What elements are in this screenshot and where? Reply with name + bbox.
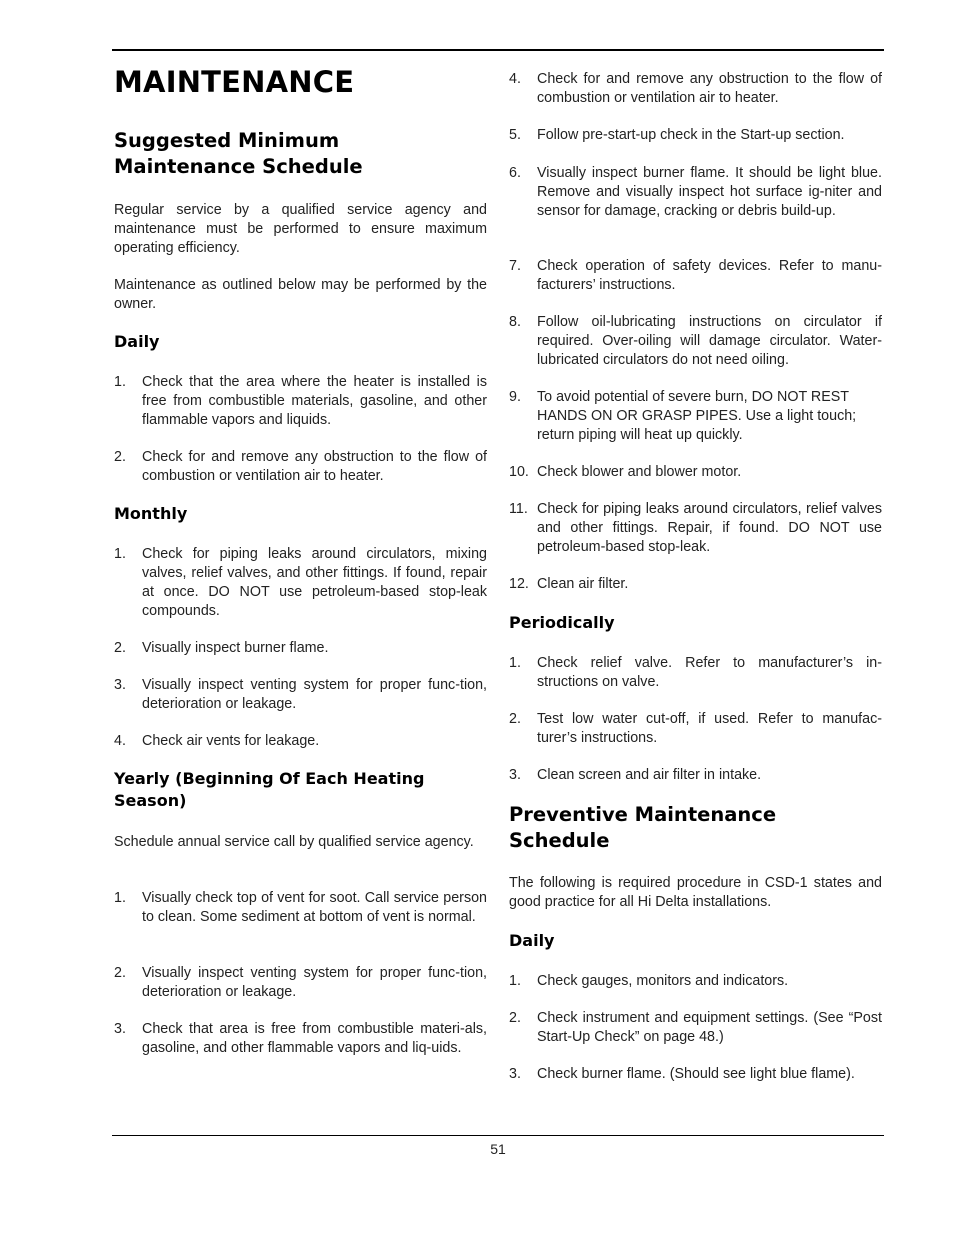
list-item <box>114 1020 487 1058</box>
list-item <box>114 545 487 621</box>
list-item <box>509 313 882 370</box>
item-number: 2. <box>114 965 126 981</box>
item-text: To avoid potential of severe burn, DO NOT REST HANDS ON OR GRASP PIPES. Use a light touch; return piping will heat up quickly. <box>537 389 857 443</box>
item-number: 1. <box>114 546 126 562</box>
intro-paragraph-1: Regular service by a qualified service agency and maintenance must be performed to ensure maximum operating efficiency. <box>114 202 487 256</box>
list-item <box>509 126 882 145</box>
item-text: Check that the area where the heater is installed is free from combustible materials, gasoline, and other flammable vapors and liquids. <box>142 374 487 428</box>
list-item <box>509 500 882 557</box>
bottom-rule <box>112 1135 884 1136</box>
item-number: 9. <box>509 389 521 405</box>
list-item <box>509 388 882 445</box>
periodically-heading: Periodically <box>509 613 615 632</box>
list-item <box>509 463 882 482</box>
item-number: 4. <box>509 71 521 87</box>
item-number: 3. <box>114 677 126 693</box>
item-number: 1. <box>114 890 126 906</box>
list-item <box>509 972 882 991</box>
list-item <box>509 766 882 785</box>
item-number: 4. <box>114 733 126 749</box>
schedule-heading: Suggested Minimum Maintenance Schedule <box>114 129 363 178</box>
preventive-intro: The following is required procedure in CSD-1 states and good practice for all Hi Delta installations. <box>509 875 882 910</box>
item-number: 3. <box>509 767 521 783</box>
item-number: 2. <box>509 1010 521 1026</box>
item-text: Check air vents for leakage. <box>142 733 320 749</box>
list-item <box>114 639 487 658</box>
item-text: Follow pre-start-up check in the Start-up section. <box>537 127 845 143</box>
preventive-daily-heading: Daily <box>509 931 555 950</box>
item-text: Check relief valve. Refer to manufacturer’s in-structions on valve. <box>537 655 882 690</box>
item-text: Follow oil-lubricating instructions on circulator if required. Over-oiling will damage circulator. Water-lubricated circulators do not need oiling. <box>537 314 882 368</box>
item-number: 2. <box>509 711 521 727</box>
yearly-heading: Yearly (Beginning Of Each Heating Season) <box>114 769 425 810</box>
item-text: Check blower and blower motor. <box>537 464 742 480</box>
yearly-intro: Schedule annual service call by qualified service agency. <box>114 834 474 850</box>
monthly-heading: Monthly <box>114 504 188 523</box>
list-item <box>509 710 882 748</box>
page-title: MAINTENANCE <box>114 65 355 99</box>
item-number: 3. <box>509 1066 521 1082</box>
item-text: Visually inspect burner flame. <box>142 640 329 656</box>
item-text: Visually inspect burner flame. It should be light blue. Remove and visually inspect hot surface ig-niter and sensor for damage, cracking or debris build-up. <box>537 165 882 219</box>
list-item <box>114 676 487 714</box>
item-number: 7. <box>509 258 521 274</box>
page-number: 51 <box>490 1141 506 1157</box>
list-item <box>114 889 487 927</box>
item-number: 3. <box>114 1021 126 1037</box>
item-text: Check that area is free from combustible materi-als, gasoline, and other flammable vapors and liq-uids. <box>142 1021 487 1056</box>
daily-heading: Daily <box>114 332 160 351</box>
list-item <box>509 164 882 221</box>
item-text: Visually inspect venting system for proper func-tion, deterioration or leakage. <box>142 677 487 712</box>
list-item <box>114 373 487 430</box>
list-item <box>509 257 882 295</box>
top-rule <box>112 49 884 51</box>
item-text: Check for piping leaks around circulators, mixing valves, relief valves, and other fittings. If found, repair at once. DO NOT use petroleum-based stop-leak compounds. <box>142 546 487 619</box>
item-text: Check for piping leaks around circulators, relief valves and other fittings. Repair, if found. DO NOT use petroleum-based stop-leak. <box>537 501 882 555</box>
item-number: 10. <box>509 464 529 480</box>
item-number: 2. <box>114 640 126 656</box>
item-text: Clean air filter. <box>537 576 629 592</box>
list-item <box>509 1065 882 1084</box>
item-text: Check instrument and equipment settings. (See “Post Start-Up Check” on page 48.) <box>537 1010 882 1045</box>
list-item <box>509 575 882 594</box>
list-item <box>509 70 882 108</box>
item-number: 2. <box>114 449 126 465</box>
list-item <box>509 654 882 692</box>
item-number: 11. <box>509 501 528 517</box>
preventive-heading: Preventive Maintenance Schedule <box>509 803 777 852</box>
intro-paragraph-2: Maintenance as outlined below may be performed by the owner. <box>114 277 487 312</box>
list-item <box>114 732 487 751</box>
list-item <box>114 448 487 486</box>
item-text: Check for and remove any obstruction to the flow of combustion or ventilation air to heater. <box>537 71 882 106</box>
item-number: 1. <box>509 973 521 989</box>
item-number: 1. <box>509 655 521 671</box>
item-text: Check gauges, monitors and indicators. <box>537 973 789 989</box>
item-text: Visually inspect venting system for proper func-tion, deterioration or leakage. <box>142 965 487 1000</box>
item-number: 8. <box>509 314 521 330</box>
item-text: Clean screen and air filter in intake. <box>537 767 762 783</box>
item-text: Test low water cut-off, if used. Refer to manufac-turer’s instructions. <box>537 711 882 746</box>
item-text: Visually check top of vent for soot. Call service person to clean. Some sediment at bottom of vent is normal. <box>142 890 487 925</box>
item-text: Check operation of safety devices. Refer to manu-facturers’ instructions. <box>537 258 882 293</box>
item-number: 1. <box>114 374 126 390</box>
item-number: 12. <box>509 576 529 592</box>
item-number: 6. <box>509 165 521 181</box>
item-text: Check burner flame. (Should see light blue flame). <box>537 1066 855 1082</box>
list-item <box>114 964 487 1002</box>
item-number: 5. <box>509 127 521 143</box>
list-item <box>509 1009 882 1047</box>
item-text: Check for and remove any obstruction to the flow of combustion or ventilation air to heater. <box>142 449 487 484</box>
